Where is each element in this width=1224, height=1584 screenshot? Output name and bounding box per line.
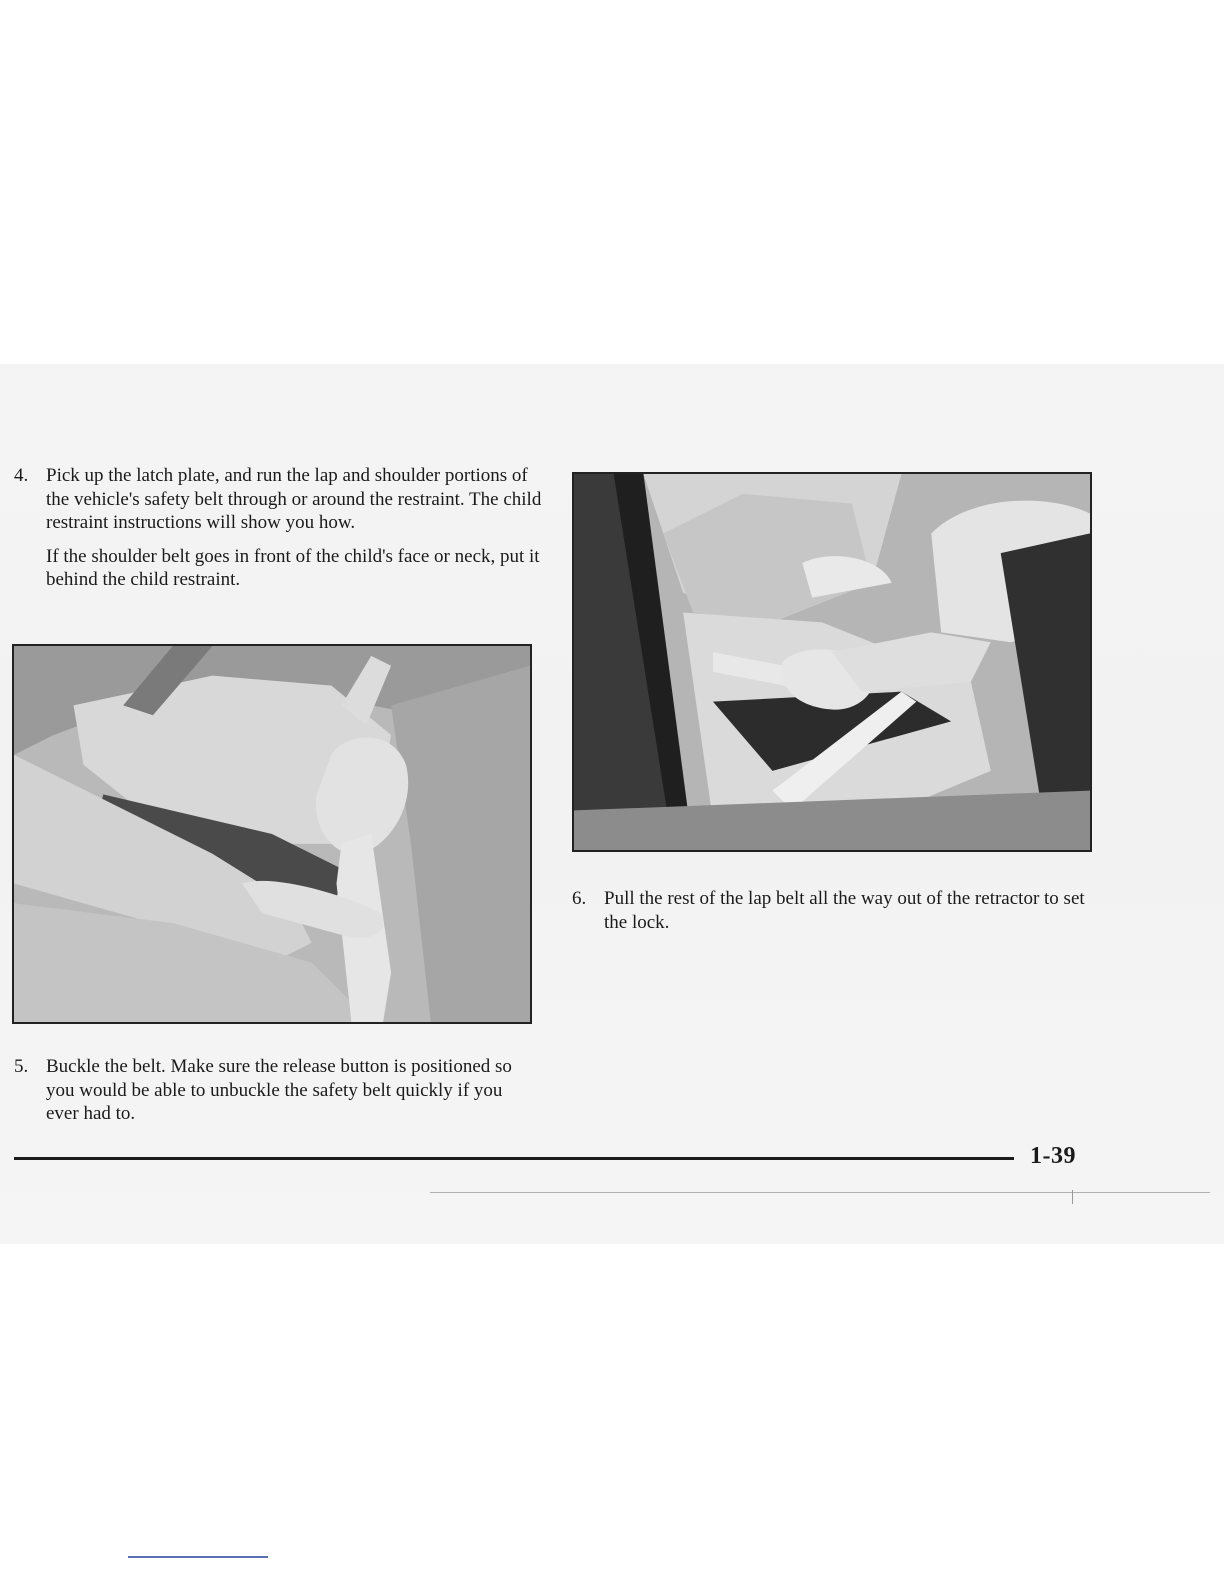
step-paragraph: Pick up the latch plate, and run the lap and shoulder portions of the vehicle's safety belt through or around the restraint. The child restraint instructions will show you how.	[46, 465, 542, 533]
photo-illustration	[574, 474, 1090, 850]
step-body	[46, 464, 554, 592]
viewer-link-underline	[128, 1556, 268, 1558]
step-number: 6.	[572, 888, 587, 909]
scan-edge-line	[430, 1192, 1210, 1193]
photo-illustration	[14, 646, 530, 1022]
step-paragraph: Pull the rest of the lap belt all the way out of the retractor to set the lock.	[604, 888, 1085, 933]
step-5	[14, 1055, 534, 1126]
page-number: 1-39	[1030, 1143, 1076, 1169]
pulling-lap-belt-photo	[572, 472, 1092, 852]
footer-rule	[14, 1157, 1014, 1160]
step-body	[46, 1055, 534, 1126]
step-paragraph: Buckle the belt. Make sure the release button is positioned so you would be able to unbuckle the safety belt quickly if you ever had to.	[46, 1056, 512, 1124]
buckling-latch-plate-photo	[12, 644, 532, 1024]
scan-edge-tick	[1072, 1190, 1073, 1204]
step-4	[14, 464, 554, 592]
step-6	[572, 887, 1092, 934]
step-body	[604, 887, 1092, 934]
step-paragraph: If the shoulder belt goes in front of the child's face or neck, put it behind the child restraint.	[46, 545, 540, 590]
step-number: 4.	[14, 465, 29, 486]
step-number: 5.	[14, 1056, 29, 1077]
